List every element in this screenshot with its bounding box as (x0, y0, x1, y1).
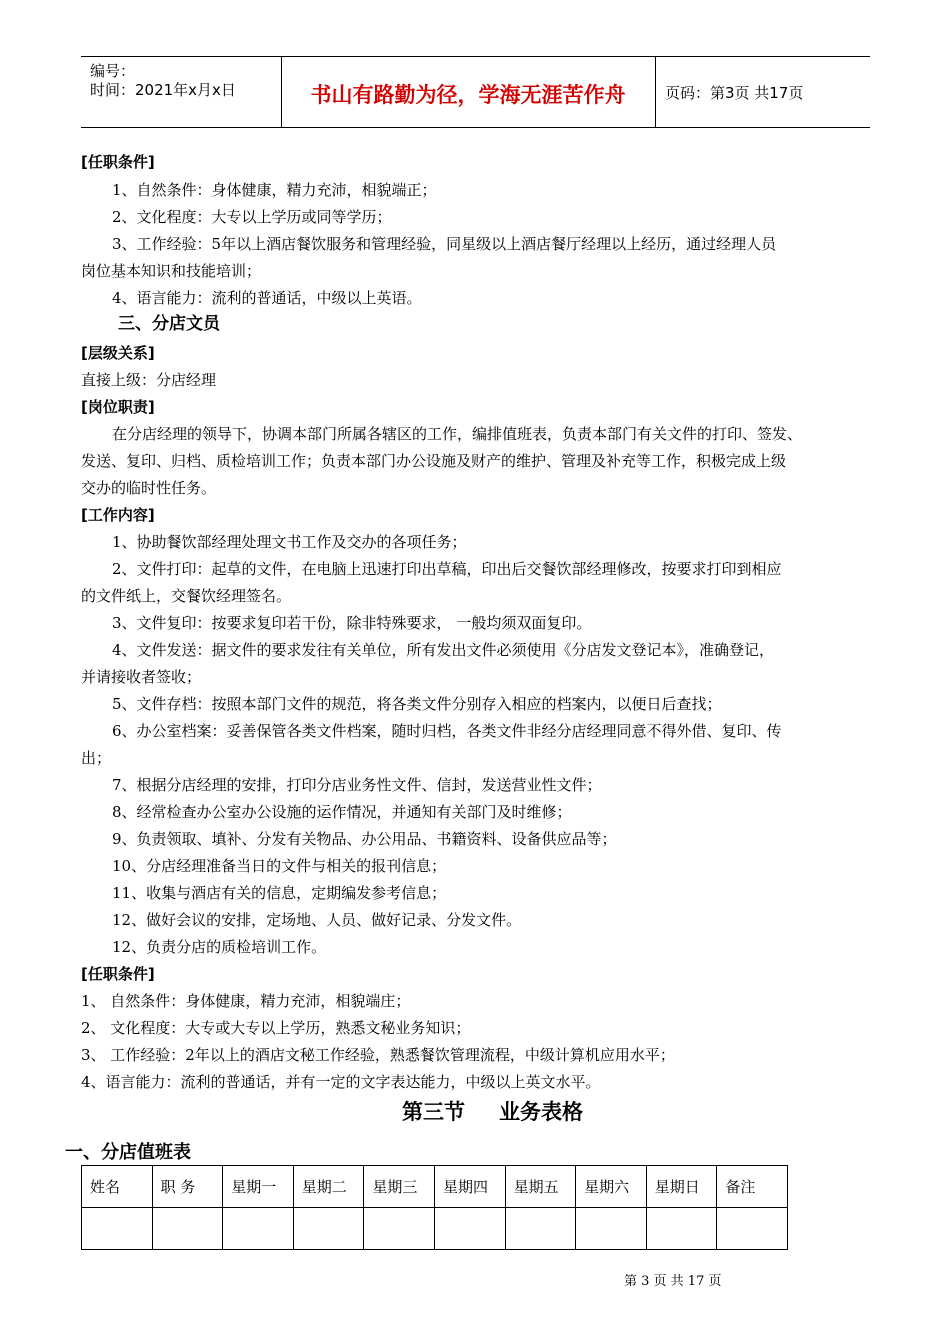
section-heading: [任职条件] (81, 153, 155, 171)
table-header-cell: 星期三 (364, 1166, 435, 1208)
header-motto: 书山有路勤为径，学海无涯苦作舟 (310, 83, 626, 107)
document-number-label: 编号： (90, 62, 136, 80)
table-header-cell: 星期五 (505, 1166, 576, 1208)
paragraph-line: 8、经常检查办公室办公设施的运作情况，并通知有关部门及时维修； (112, 803, 572, 821)
paragraph-line: 直接上级：分店经理 (81, 371, 217, 389)
paragraph-line: 4、语言能力：流利的普通话，中级以上英语。 (112, 289, 422, 307)
chapter-number: 第三节 (402, 1100, 465, 1124)
table-cell (646, 1208, 717, 1250)
paragraph-line: 11、收集与酒店有关的信息，定期编发参考信息； (112, 884, 447, 902)
paragraph-line: 岗位基本知识和技能培训； (81, 262, 262, 280)
document-time-label: 时间：2021年x月x日 (90, 81, 236, 99)
page-footer: 第 3 页 共 17 页 (624, 1274, 722, 1289)
table-header-cell: 备注 (717, 1166, 788, 1208)
paragraph-line: 出； (81, 749, 112, 767)
page-header (81, 56, 870, 128)
table-header-cell: 星期一 (223, 1166, 294, 1208)
section-heading: [层级关系] (81, 344, 155, 362)
paragraph-line: 10、分店经理准备当日的文件与相关的报刊信息； (112, 857, 447, 875)
table-header-cell: 职 务 (152, 1166, 223, 1208)
table-cell (82, 1208, 153, 1250)
paragraph-line: 6、办公室档案：妥善保管各类文件档案，随时归档，各类文件非经分店经理同意不得外借、复印、传 (112, 722, 782, 740)
table-title: 一、分店值班表 (65, 1142, 191, 1163)
table-cell (152, 1208, 223, 1250)
header-info-cell (81, 57, 282, 127)
paragraph-line: 2、 文化程度：大专或大专以上学历，熟悉文秘业务知识； (81, 1019, 471, 1037)
paragraph-line: 4、语言能力：流利的普通话，并有一定的文字表达能力，中级以上英文水平。 (81, 1073, 601, 1091)
chapter-title (0, 1096, 950, 1126)
paragraph-line: 2、文件打印：起草的文件，在电脑上迅速打印出草稿，印出后交餐饮部经理修改，按要求打印到相应 (112, 560, 782, 578)
table-header-cell: 星期四 (434, 1166, 505, 1208)
paragraph-line: 3、 工作经验：2年以上的酒店文秘工作经验，熟悉餐饮管理流程，中级计算机应用水平； (81, 1046, 675, 1064)
paragraph-line: 的文件纸上，交餐饮经理签名。 (81, 587, 292, 605)
section-heading: [任职条件] (81, 965, 155, 983)
paragraph-line: 7、根据分店经理的安排，打印分店业务性文件、信封，发送营业性文件； (112, 776, 602, 794)
header-page-cell (656, 57, 870, 127)
table-cell (293, 1208, 364, 1250)
paragraph-line: 9、负责领取、填补、分发有关物品、办公用品、书籍资料、设备供应品等； (112, 830, 617, 848)
header-page-label: 页码：第3页 共17页 (665, 84, 804, 102)
paragraph-line: 2、文化程度：大专以上学历或同等学历； (112, 208, 392, 226)
position-title: 三、分店文员 (118, 314, 220, 334)
table-header-row (82, 1166, 788, 1208)
paragraph-line: 5、文件存档：按照本部门文件的规范，将各类文件分别存入相应的档案内，以便日后查找； (112, 695, 722, 713)
table-cell (434, 1208, 505, 1250)
paragraph-line: 交办的临时性任务。 (81, 479, 217, 497)
table-cell (717, 1208, 788, 1250)
table-header-cell: 星期二 (293, 1166, 364, 1208)
paragraph-line: 3、工作经验：5年以上酒店餐饮服务和管理经验，同星级以上酒店餐厅经理以上经历，通过经理人员 (112, 235, 777, 253)
table-header-cell: 姓名 (82, 1166, 153, 1208)
table-header-cell: 星期日 (646, 1166, 717, 1208)
paragraph-line: 12、做好会议的安排，定场地、人员、做好记录、分发文件。 (112, 911, 522, 929)
chapter-name: 业务表格 (499, 1100, 583, 1124)
paragraph-line: 4、文件发送：据文件的要求发往有关单位，所有发出文件必须使用《分店发文登记本》，准确登记， (112, 641, 775, 659)
duty-roster-table (81, 1165, 788, 1250)
table-cell (364, 1208, 435, 1250)
table-cell (576, 1208, 647, 1250)
paragraph-line: 12、负责分店的质检培训工作。 (112, 938, 327, 956)
table-row (82, 1208, 788, 1250)
paragraph-line: 发送、复印、归档、质检培训工作；负责本部门办公设施及财产的维护、管理及补充等工作，积极完成上级 (81, 452, 787, 470)
paragraph-line: 1、协助餐饮部经理处理文书工作及交办的各项任务； (112, 533, 467, 551)
table-cell (223, 1208, 294, 1250)
table-cell (505, 1208, 576, 1250)
section-heading: [工作内容] (81, 506, 155, 524)
paragraph-line: 3、文件复印：按要求复印若干份，除非特殊要求， 一般均须双面复印。 (112, 614, 592, 632)
paragraph-line: 并请接收者签收； (81, 668, 202, 686)
header-motto-cell (281, 57, 656, 127)
paragraph-line: 1、自然条件：身体健康，精力充沛，相貌端正； (112, 181, 437, 199)
paragraph-line: 1、 自然条件：身体健康，精力充沛，相貌端庄； (81, 992, 411, 1010)
paragraph-line: 在分店经理的领导下，协调本部门所属各辖区的工作，编排值班表，负责本部门有关文件的打印、签发、 (112, 425, 803, 443)
table-header-cell: 星期六 (576, 1166, 647, 1208)
section-heading: [岗位职责] (81, 398, 155, 416)
